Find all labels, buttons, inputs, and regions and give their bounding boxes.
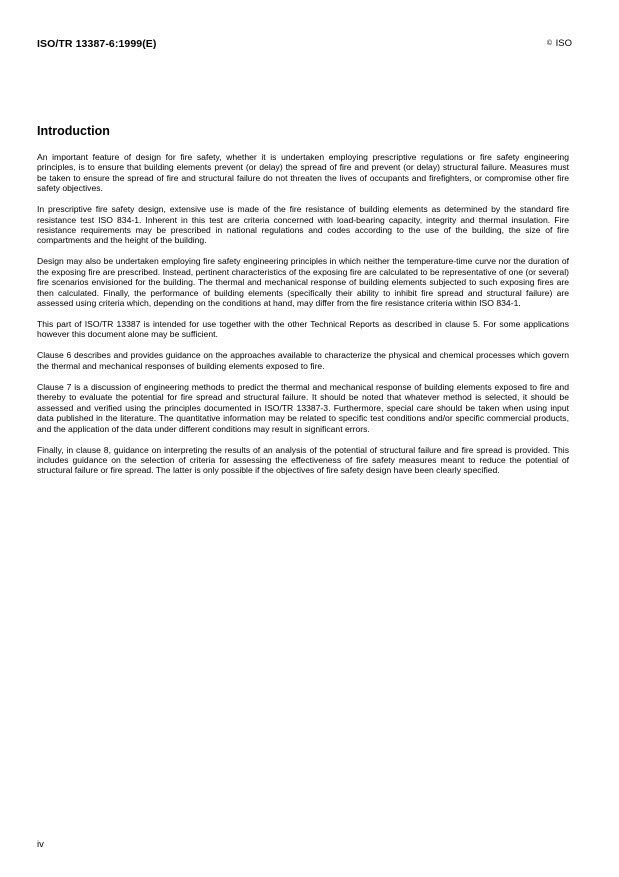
section-body bbox=[37, 152, 569, 486]
paragraph-4: This part of ISO/TR 13387 is intended for use together with the other Technical Reports as described in clause 5. For some applications however this document alone may be sufficient. bbox=[37, 319, 569, 340]
paragraph-6: Clause 7 is a discussion of engineering methods to predict the thermal and mechanical response of building elements exposed to fire and thereby to evaluate the potential for fire spread and structural failure. It should be noted that whatever method is selected, it should be assessed and verified using the principles documented in ISO/TR 13387-3. Furthermore, special care should be taken when using input data published in the literature. The quantitative information may be related to specific test conditions and/or specific commercial products, and the application of the data under different conditions may result in significant errors. bbox=[37, 381, 569, 434]
paragraph-3: Design may also be undertaken employing fire safety engineering principles in which neither the temperature-time curve nor the duration of the exposing fire are prescribed. Instead, pertinent characteristics of the exposing fire are calculated to be representative of one (or several) fire scenarios envisioned for the building. The thermal and mechanical response of building elements subjected to such exposing fires are then calculated. Finally, the performance of building elements (specifically their ability to inhibit fire spread and structural failure) are assessed using criteria which, depending on the conditions at hand, may differ from the fire resistance criteria within ISO 834-1. bbox=[37, 256, 569, 309]
document-identifier: ISO/TR 13387-6:1999(E) bbox=[37, 38, 157, 50]
copyright-notice bbox=[547, 38, 572, 49]
copyright-symbol: © bbox=[546, 40, 552, 47]
copyright-holder: ISO bbox=[555, 38, 572, 49]
page-number: iv bbox=[37, 839, 44, 850]
paragraph-1: An important feature of design for fire safety, whether it is undertaken employing prescriptive regulations or fire safety engineering principles, is to ensure that building elements prevent (or delay) the spread of fire and prevent (or delay) structural failure. Measures must be taken to ensure the spread of fire and structural failure do not threaten the lives of occupants and firefighters, or compromise other fire safety objectives. bbox=[37, 152, 569, 194]
paragraph-7: Finally, in clause 8, guidance on interpreting the results of an analysis of the potential of structural failure and fire spread is provided. This includes guidance on the selection of criteria for assessing the effectiveness of fire safety measures meant to reduce the potential of structural failure or fire spread. The latter is only possible if the objectives of fire safety design have been clearly specified. bbox=[37, 444, 569, 476]
paragraph-2: In prescriptive fire safety design, extensive use is made of the fire resistance of building elements as determined by the standard fire resistance test ISO 834-1. Inherent in this test are criteria concerned with load-bearing capacity, integrity and thermal insulation. Fire resistance requirements may be prescribed in national regulations and codes according to the use of the building, the size of fire compartments and the height of the building. bbox=[37, 204, 569, 246]
section-title: Introduction bbox=[37, 124, 110, 138]
paragraph-5: Clause 6 describes and provides guidance on the approaches available to characterize the physical and chemical processes which govern the thermal and mechanical responses of building elements exposed to fire. bbox=[37, 350, 569, 371]
